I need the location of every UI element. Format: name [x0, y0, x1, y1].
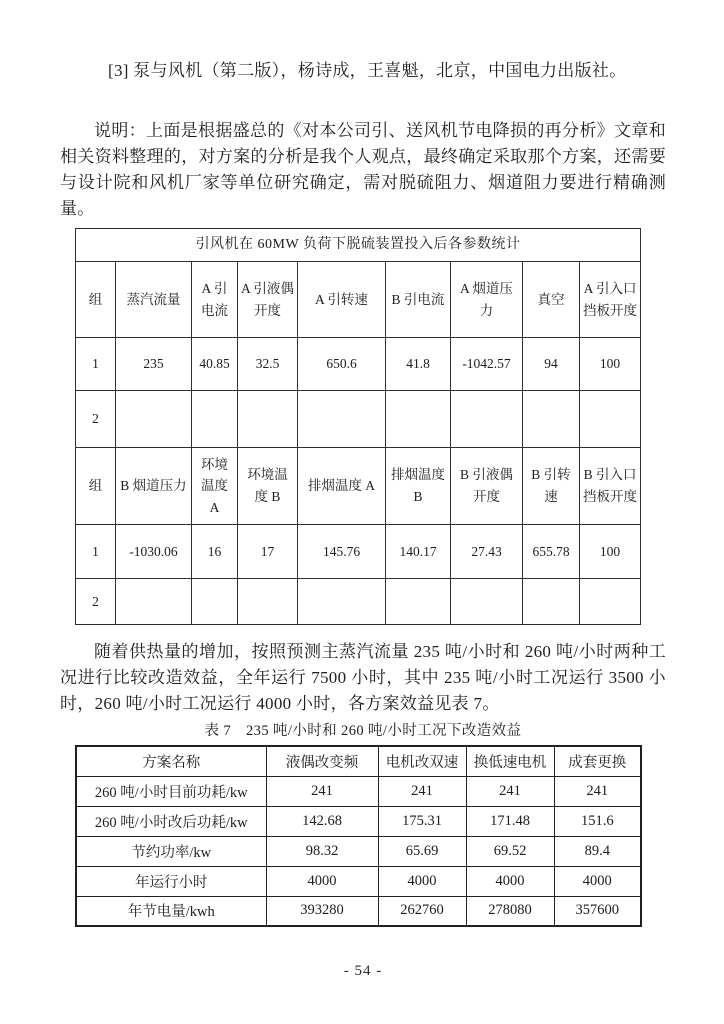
table-cell: [386, 579, 451, 625]
table-cell: [523, 391, 580, 448]
table-header-cell: B 引转速: [523, 448, 580, 525]
table-header-cell: B 引液偶开度: [451, 448, 523, 525]
table-cell: 4000: [554, 866, 641, 896]
table-cell: 357600: [554, 896, 641, 926]
paragraph-note: 说明：上面是根据盛总的《对本公司引、送风机节电降损的再分析》文章和相关资料整理的，对方案的分析是我个人观点，最终确定采取那个方案，还需要与设计院和风机厂家等单位研究确定，需对脱硫阻力、烟道阻力要进行精确测量。: [60, 121, 666, 218]
table-row: [76, 746, 641, 776]
table-cell: 393280: [266, 896, 378, 926]
table-cell: 4000: [266, 866, 378, 896]
table-row: [76, 338, 641, 391]
table-cell: 年运行小时: [76, 866, 266, 896]
table-cell: 节约功率/kw: [76, 836, 266, 866]
table-header-cell: B 引电流: [386, 262, 451, 338]
table-header-cell: 方案名称: [76, 746, 266, 776]
table-cell: [451, 579, 523, 625]
table-cell: [238, 391, 298, 448]
table-cell: [116, 579, 192, 625]
table-cell: 171.48: [466, 806, 554, 836]
table-cell: [451, 391, 523, 448]
table-header-cell: A 引液偶开度: [238, 262, 298, 338]
table-header-cell: B 引入口挡板开度: [580, 448, 641, 525]
table-header-cell: A 引入口挡板开度: [580, 262, 641, 338]
table-row: [76, 448, 641, 525]
table-cell: 89.4: [554, 836, 641, 866]
table-cell: [192, 579, 238, 625]
table7-caption: 表 7 235 吨/小时和 260 吨/小时工况下改造效益: [204, 723, 522, 739]
table-header-cell: 蒸汽流量: [116, 262, 192, 338]
table-row: [76, 866, 641, 896]
table-cell: 16: [192, 525, 238, 579]
table-cell: 655.78: [523, 525, 580, 579]
table-cell: [298, 391, 386, 448]
table-cell: 65.69: [378, 836, 466, 866]
table-header-cell: A 烟道压力: [451, 262, 523, 338]
table-cell: [298, 579, 386, 625]
table-header-cell: 排烟温度 A: [298, 448, 386, 525]
reference-entry: [3] 泵与风机（第二版），杨诗成，王喜魁，北京，中国电力出版社。: [108, 61, 627, 80]
table-row: [76, 229, 641, 262]
table-cell: 27.43: [451, 525, 523, 579]
table-cell: 241: [554, 776, 641, 806]
table-cell: 4000: [378, 866, 466, 896]
table-row: [76, 525, 641, 579]
table-cell: 41.8: [386, 338, 451, 391]
table-cell: -1030.06: [116, 525, 192, 579]
table-cell: 17: [238, 525, 298, 579]
table-header-cell: A 引电流: [192, 262, 238, 338]
table-cell: [580, 391, 641, 448]
table-cell: -1042.57: [451, 338, 523, 391]
table-row: [76, 896, 641, 926]
table-cell: 142.68: [266, 806, 378, 836]
benefit-table: [75, 745, 642, 927]
table-cell: 278080: [466, 896, 554, 926]
table-cell: 241: [266, 776, 378, 806]
table-cell: [238, 579, 298, 625]
table-header-cell: 环境温度 A: [192, 448, 238, 525]
table-cell: 1: [76, 338, 116, 391]
table-cell: 145.76: [298, 525, 386, 579]
table-cell: 1: [76, 525, 116, 579]
table-row: [76, 579, 641, 625]
table-cell: 262760: [378, 896, 466, 926]
page-number: - 54 -: [343, 963, 383, 979]
table-cell: [523, 579, 580, 625]
table-cell: 100: [580, 338, 641, 391]
table-cell: 年节电量/kwh: [76, 896, 266, 926]
table-cell: [192, 391, 238, 448]
table-header-cell: 组: [76, 448, 116, 525]
table-row: [76, 776, 641, 806]
table-header-cell: 换低速电机: [466, 746, 554, 776]
table-cell: 175.31: [378, 806, 466, 836]
table-row: [76, 262, 641, 338]
table-cell: 260 吨/小时改后功耗/kw: [76, 806, 266, 836]
table-cell: 650.6: [298, 338, 386, 391]
table-header-cell: 液偶改变频: [266, 746, 378, 776]
table-header-cell: 组: [76, 262, 116, 338]
table-header-cell: B 烟道压力: [116, 448, 192, 525]
table-cell: 98.32: [266, 836, 378, 866]
table-cell: 235: [116, 338, 192, 391]
table-header-cell: 环境温度 B: [238, 448, 298, 525]
table-header-cell: 电机改双速: [378, 746, 466, 776]
table-cell: 2: [76, 579, 116, 625]
table-title: 引风机在 60MW 负荷下脱硫装置投入后各参数统计: [76, 229, 641, 262]
table-header-cell: 真空: [523, 262, 580, 338]
table-cell: [580, 579, 641, 625]
table-cell: 4000: [466, 866, 554, 896]
table-cell: 94: [523, 338, 580, 391]
table-cell: 40.85: [192, 338, 238, 391]
table-header-cell: 成套更换: [554, 746, 641, 776]
table-row: [76, 836, 641, 866]
table-row: [76, 391, 641, 448]
table-cell: 32.5: [238, 338, 298, 391]
table-cell: 151.6: [554, 806, 641, 836]
table-cell: 241: [466, 776, 554, 806]
table-header-cell: A 引转速: [298, 262, 386, 338]
table-header-cell: 排烟温度 B: [386, 448, 451, 525]
table-cell: 260 吨/小时目前功耗/kw: [76, 776, 266, 806]
paragraph-analysis: 随着供热量的增加，按照预测主蒸汽流量 235 吨/小时和 260 吨/小时两种工况进行比较改造效益，全年运行 7500 小时，其中 235 吨/小时工况运行 3500 小时，260 吨/小时工况运行 4000 小时，各方案效益见表 7。: [60, 642, 666, 713]
table-cell: 100: [580, 525, 641, 579]
table-cell: [116, 391, 192, 448]
table-cell: 2: [76, 391, 116, 448]
table-cell: 241: [378, 776, 466, 806]
table-cell: 140.17: [386, 525, 451, 579]
table-row: [76, 806, 641, 836]
parameters-table: [75, 228, 641, 625]
table-cell: 69.52: [466, 836, 554, 866]
table-cell: [386, 391, 451, 448]
